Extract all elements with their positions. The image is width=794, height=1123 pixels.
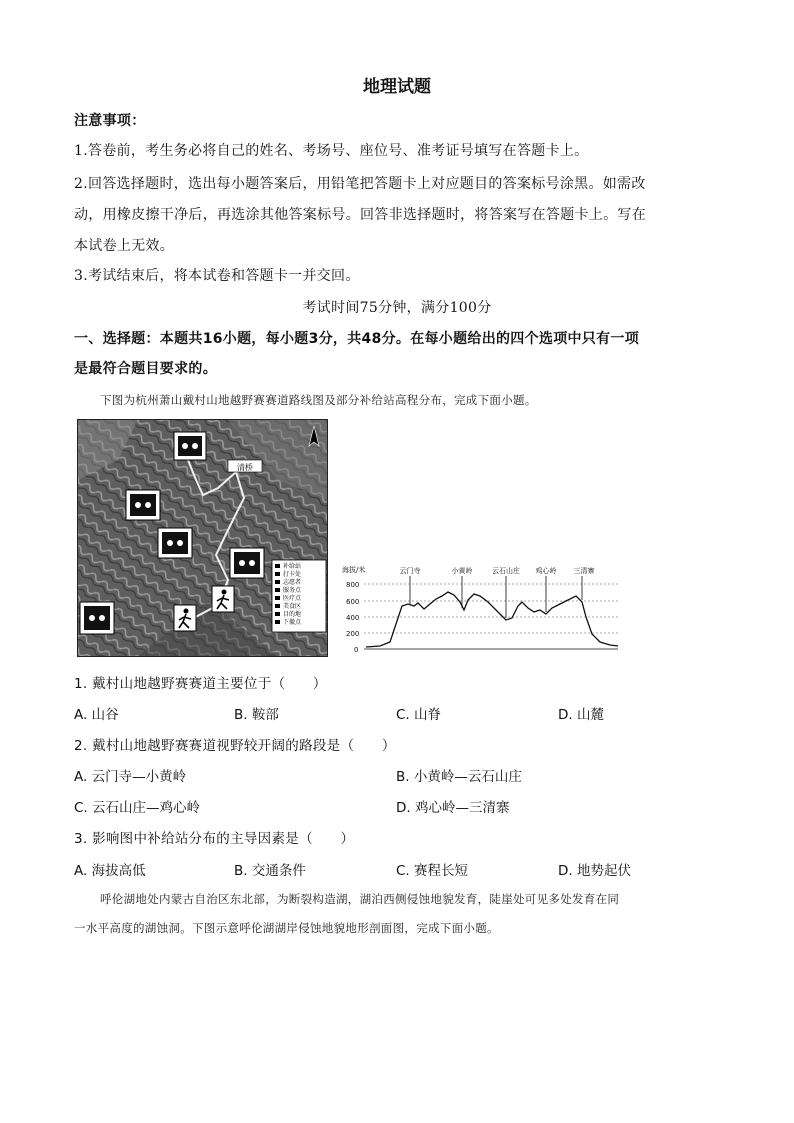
route-map <box>77 419 328 657</box>
passage-line: 呼伦湖地处内蒙古自治区东北部，为断裂构造湖，湖泊西侧侵蚀地貌发育，陡崖处可见多处发育在同 <box>100 892 620 906</box>
notice-line: 动，用橡皮擦干净后，再选涂其他答案标号。回答非选择题时，将答案写在答题卡上。写在 <box>74 207 646 223</box>
section-heading: 是最符合题目要求的。 <box>74 361 217 377</box>
question-stem: 1. 戴村山地越野赛赛道主要位于（ ） <box>74 676 327 692</box>
supply-station-icon <box>158 528 192 558</box>
svg-text:服务点: 服务点 <box>283 587 302 594</box>
option-d: D. 地势起伏 <box>558 863 631 879</box>
supply-station-icon <box>230 548 264 578</box>
notice-heading: 注意事项： <box>74 113 146 129</box>
station-label: 鸡心岭 <box>535 567 557 575</box>
supply-station-icon <box>80 602 114 634</box>
notice-line: 本试卷上无效。 <box>74 238 175 254</box>
option-c: C. 赛程长短 <box>396 863 469 879</box>
section-heading: 一、选择题：本题共16小题，每小题3分，共48分。在每小题给出的四个选项中只有一项 <box>74 331 640 347</box>
notice-line: 3.考试结束后，将本试卷和答题卡一并交回。 <box>74 268 360 284</box>
svg-text:目的地: 目的地 <box>283 611 302 618</box>
page-title: 地理试题 <box>363 77 431 97</box>
runner-icon <box>212 586 234 612</box>
elevation-curve <box>366 592 618 647</box>
option-a: A. 云门寺—小黄岭 <box>74 769 187 785</box>
y-tick: 600 <box>346 598 360 606</box>
svg-text:医疗点: 医疗点 <box>283 595 302 602</box>
runner-icon <box>174 605 196 631</box>
map-legend <box>272 560 326 632</box>
passage-line: 一水平高度的湖蚀洞。下图示意呼伦湖湖岸侵蚀地貌地形剖面图，完成下面小题。 <box>74 921 499 935</box>
station-label: 云门寺 <box>399 567 421 575</box>
y-tick: 200 <box>346 630 360 638</box>
station-label: 三清寨 <box>573 567 595 575</box>
supply-station-icon <box>126 490 160 520</box>
option-a: A. 海拔高低 <box>74 863 146 879</box>
question-stem: 2. 戴村山地越野赛赛道视野较开阔的路段是（ ） <box>74 738 396 754</box>
terrain-map-image <box>78 420 327 656</box>
option-d: D. 山麓 <box>558 707 604 723</box>
station-label: 云石山庄 <box>492 567 520 575</box>
option-b: B. 交通条件 <box>234 863 306 879</box>
option-b: B. 小黄岭—云石山庄 <box>396 769 522 785</box>
svg-text:打卡处: 打卡处 <box>283 571 302 578</box>
elevation-profile <box>342 562 622 657</box>
svg-text:志愿者: 志愿者 <box>283 579 302 586</box>
svg-text:下撤点: 下撤点 <box>283 619 302 626</box>
option-c: C. 山脊 <box>396 707 442 723</box>
station-label: 小黄岭 <box>451 567 473 575</box>
notice-line: 2.回答选择题时，选出每小题答案后，用铅笔把答题卡上对应题目的答案标号涂黑。如需改 <box>74 176 646 192</box>
svg-text:补给站: 补给站 <box>283 563 302 570</box>
option-a: A. 山谷 <box>74 707 119 723</box>
option-d: D. 鸡心岭—三清寨 <box>396 800 510 816</box>
y-tick: 800 <box>346 581 360 589</box>
notice-line: 1.答卷前，考生务必将自己的姓名、考场号、座位号、准考证号填写在答题卡上。 <box>74 143 589 159</box>
svg-text:美食区: 美食区 <box>283 603 302 610</box>
question-stem: 3. 影响图中补给站分布的主导因素是（ ） <box>74 831 355 847</box>
figure-intro: 下图为杭州萧山戴村山地越野赛赛道路线图及部分补给站高程分布，完成下面小题。 <box>100 393 537 407</box>
map-place-label: 清桥 <box>237 463 253 472</box>
exam-info: 考试时间75分钟，满分100分 <box>302 300 492 316</box>
option-c: C. 云石山庄—鸡心岭 <box>74 800 201 816</box>
y-tick: 400 <box>346 614 360 622</box>
profile-ylabel: 海拔/米 <box>342 566 366 574</box>
option-b: B. 鞍部 <box>234 707 279 723</box>
supply-station-icon <box>174 432 206 460</box>
y-tick: 0 <box>354 646 359 654</box>
